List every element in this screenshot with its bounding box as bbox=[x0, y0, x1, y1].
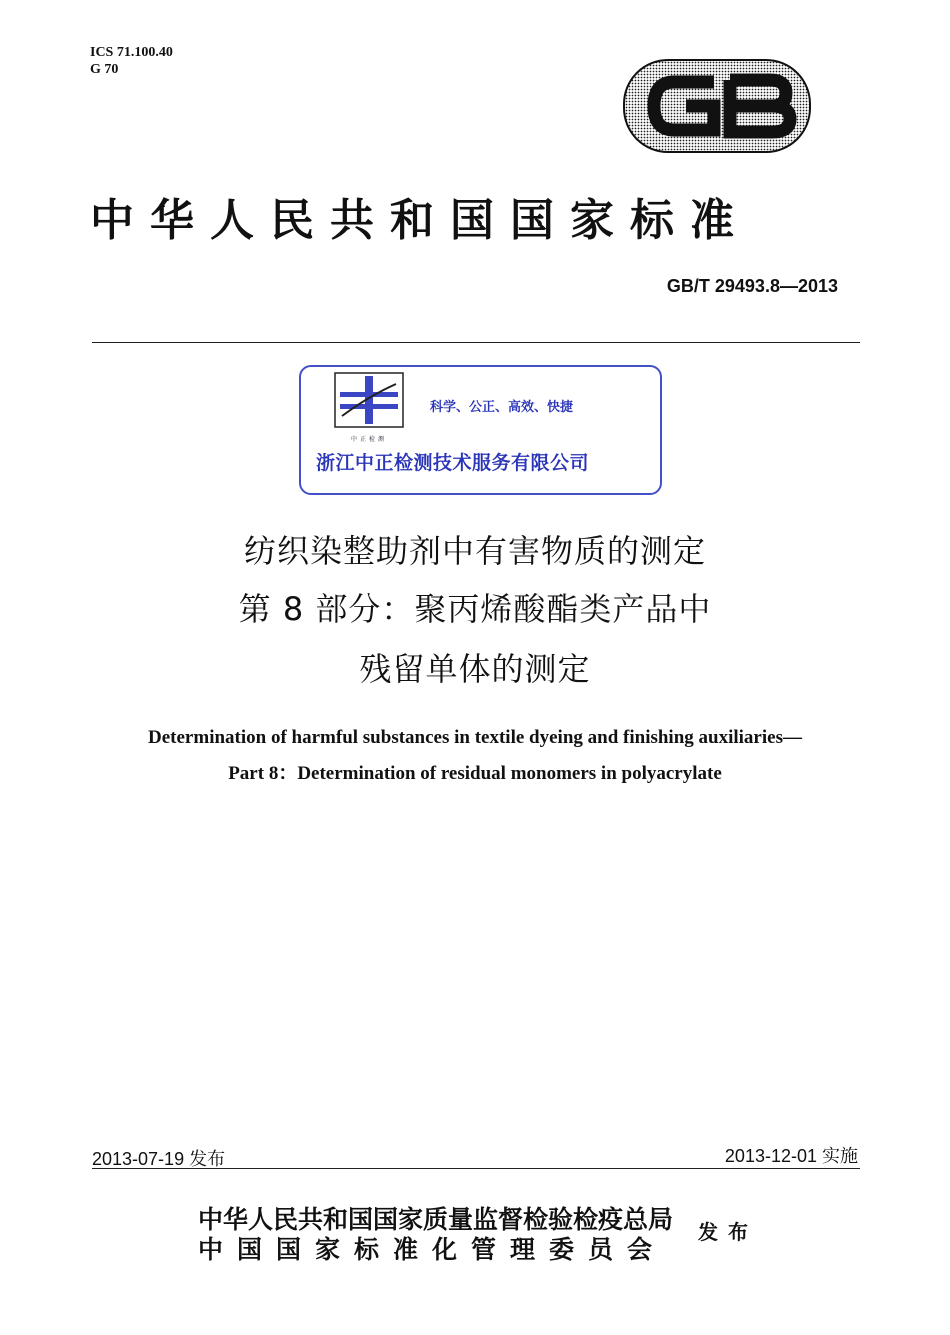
national-standard-heading: 中华人民共和国国家标准 bbox=[90, 195, 750, 246]
title-en-line1: Determination of harmful substances in textile dyeing and finishing auxiliaries— bbox=[148, 727, 802, 748]
gb-logo bbox=[622, 58, 812, 154]
header-divider bbox=[92, 342, 860, 343]
title-cn-line3: 残留单体的测定 bbox=[359, 650, 591, 688]
implementation-date: 2013-12-01 实施 bbox=[724, 1146, 858, 1166]
ccs-code: G 70 bbox=[90, 62, 119, 77]
ics-code: ICS 71.100.40 bbox=[90, 45, 173, 60]
issue-date: 2013-07-19 发布 bbox=[92, 1149, 226, 1169]
title-cn-line2: 第 8 部分：聚丙烯酸酯类产品中 bbox=[238, 590, 712, 628]
classification-codes bbox=[90, 44, 173, 78]
issuer-aqsiq: 中华人民共和国国家质量监督检验检疫总局 bbox=[198, 1205, 674, 1234]
company-logo-caption: 中正检测 bbox=[350, 436, 387, 443]
title-cn-line1: 纺织染整助剂中有害物质的测定 bbox=[243, 532, 706, 570]
company-logo-icon bbox=[334, 372, 404, 428]
issuer-sac: 中国国家标准化管理委员会 bbox=[198, 1235, 667, 1264]
publish-label: 发布 bbox=[698, 1220, 758, 1244]
company-slogan: 科学、公正、高效、快捷 bbox=[430, 400, 574, 415]
title-en-line2: Part 8：Determination of residual monomers in polyacrylate bbox=[228, 763, 722, 784]
company-name: 浙江中正检测技术服务有限公司 bbox=[316, 452, 590, 474]
standard-number: GB/T 29493.8—2013 bbox=[666, 276, 838, 296]
footer-divider bbox=[92, 1168, 860, 1169]
